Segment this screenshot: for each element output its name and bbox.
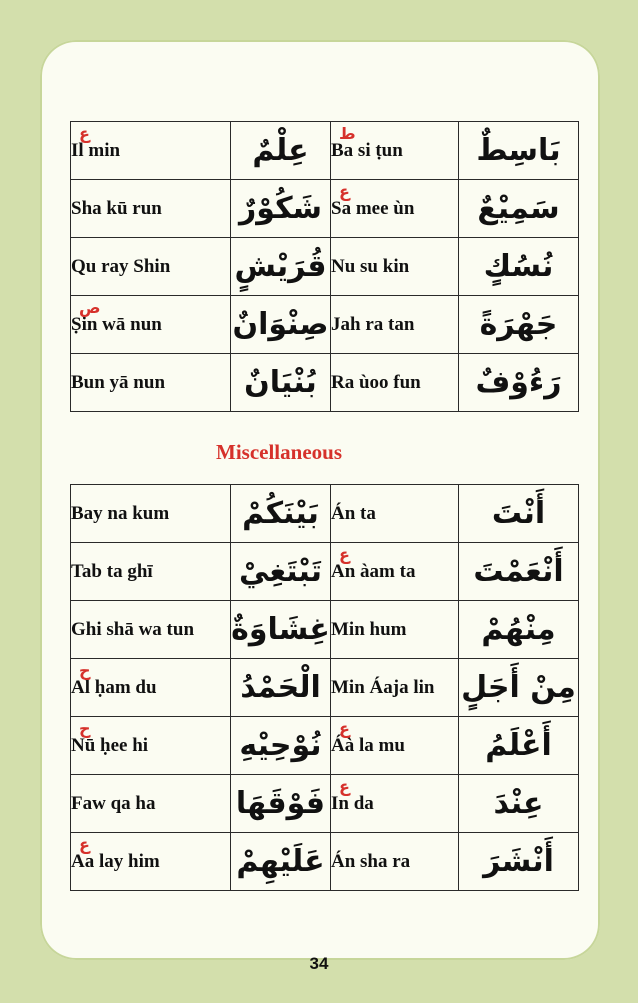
transliteration	[71, 180, 231, 238]
arabic-word	[231, 354, 331, 412]
arabic-word	[459, 543, 579, 601]
arabic-word-text: شَكُوْرٌ	[238, 191, 323, 226]
table-row	[71, 354, 579, 412]
letter-marker: ص	[79, 298, 101, 317]
transliteration	[71, 238, 231, 296]
transliteration-text: Áà la mu	[331, 734, 405, 756]
arabic-word	[231, 659, 331, 717]
arabic-word-text: بَيْنَكُمْ	[242, 496, 319, 531]
arabic-word-text: الْحَمْدُ	[240, 670, 321, 705]
arabic-word	[231, 485, 331, 543]
arabic-word	[459, 238, 579, 296]
table-row	[71, 122, 579, 180]
arabic-word	[459, 180, 579, 238]
arabic-word	[231, 833, 331, 891]
transliteration	[331, 296, 459, 354]
arabic-word	[231, 122, 331, 180]
transliteration-text: Nu su kin	[331, 255, 410, 277]
table-row	[71, 238, 579, 296]
arabic-word	[231, 238, 331, 296]
transliteration-text: Qu ray Shin	[71, 255, 171, 277]
transliteration	[71, 543, 231, 601]
arabic-word	[459, 601, 579, 659]
arabic-word-text: نُوْحِيْهِ	[239, 728, 322, 763]
arabic-word-text: مِنْ أَجَلٍ	[461, 670, 576, 705]
transliteration	[331, 543, 459, 601]
arabic-word	[459, 354, 579, 412]
miscellaneous-table	[70, 484, 579, 891]
transliteration-text: Nū ḥee hi	[71, 734, 149, 756]
letter-marker: ع	[79, 835, 90, 854]
letter-marker: ح	[79, 719, 91, 738]
transliteration-text: Min hum	[331, 618, 407, 640]
arabic-word-text: قُرَيْشٍ	[234, 249, 327, 284]
page-number: 34	[309, 954, 329, 973]
transliteration-text: Aa lay him	[71, 850, 160, 872]
table-row	[71, 717, 579, 775]
arabic-word	[459, 659, 579, 717]
transliteration-text: Il min	[71, 139, 121, 161]
arabic-word	[231, 296, 331, 354]
transliteration	[331, 659, 459, 717]
table-row	[71, 601, 579, 659]
transliteration	[331, 238, 459, 296]
arabic-word-text: أَعْلَمُ	[485, 728, 552, 763]
transliteration	[71, 717, 231, 775]
arabic-word-text: بَاسِطٌ	[476, 133, 561, 168]
transliteration-text: Tab ta ghī	[71, 560, 153, 582]
arabic-word	[459, 717, 579, 775]
transliteration	[71, 485, 231, 543]
arabic-word	[231, 775, 331, 833]
transliteration	[331, 180, 459, 238]
transliteration-text: Ghi shā wa tun	[71, 618, 195, 640]
arabic-word	[231, 180, 331, 238]
arabic-word-text: أَنْعَمْتَ	[473, 554, 564, 589]
transliteration-text: Bay na kum	[71, 502, 170, 524]
transliteration-text: Al ḥam du	[71, 676, 157, 698]
arabic-word-text: أَنْتَ	[491, 496, 546, 531]
letter-marker: ح	[79, 661, 91, 680]
table-row	[71, 659, 579, 717]
letter-marker: ع	[339, 777, 350, 796]
letter-marker: ع	[339, 545, 350, 564]
transliteration	[71, 659, 231, 717]
transliteration-text: Ba si ṭun	[331, 139, 403, 161]
arabic-word	[459, 296, 579, 354]
arabic-word-text: نُسُكٍ	[483, 249, 554, 284]
arabic-word-text: رَءُوْفٌ	[475, 365, 562, 400]
transliteration-text: Sha kū run	[71, 197, 162, 219]
transliteration-text: Min Áaja lin	[331, 676, 435, 698]
arabic-word-text: فَوْقَهَا	[235, 786, 326, 821]
arabic-word-text: تَبْتَغِيْ	[238, 554, 323, 589]
transliteration	[331, 775, 459, 833]
transliteration-text: An àam ta	[331, 560, 416, 582]
transliteration	[331, 122, 459, 180]
transliteration	[331, 601, 459, 659]
letter-marker: ط	[339, 124, 356, 143]
transliteration	[71, 296, 231, 354]
arabic-word	[459, 833, 579, 891]
transliteration	[71, 833, 231, 891]
arabic-word-text: عَلَيْهِمْ	[236, 844, 325, 879]
table-row	[71, 485, 579, 543]
transliteration	[331, 717, 459, 775]
letter-marker: ع	[339, 719, 350, 738]
transliteration	[331, 485, 459, 543]
table-row	[71, 775, 579, 833]
transliteration	[331, 833, 459, 891]
arabic-word-text: عِنْدَ	[493, 786, 544, 821]
transliteration	[71, 122, 231, 180]
arabic-word-text: صِنْوَانٌ	[232, 307, 329, 342]
transliteration	[71, 775, 231, 833]
table-row	[71, 180, 579, 238]
transliteration-text: Jah ra tan	[331, 313, 415, 335]
transliteration	[331, 354, 459, 412]
transliteration-text: Ra ùoo fun	[331, 371, 421, 393]
transliteration-text: Ṣin wā nun	[71, 313, 162, 335]
arabic-word	[459, 485, 579, 543]
arabic-word-text: غِشَاوَةٌ	[231, 612, 330, 647]
arabic-word-text: عِلْمٌ	[252, 133, 309, 168]
arabic-word	[231, 601, 331, 659]
arabic-word	[459, 122, 579, 180]
transliteration	[71, 354, 231, 412]
transliteration-text: Án sha ra	[331, 850, 411, 872]
transliteration-text: Sa mee ùn	[331, 197, 415, 219]
transliteration-text: Faw qa ha	[71, 792, 156, 814]
arabic-word	[231, 717, 331, 775]
arabic-word-text: بُنْيَانٌ	[244, 365, 317, 400]
letters-table	[70, 121, 579, 412]
arabic-word	[459, 775, 579, 833]
letter-marker: ع	[339, 182, 350, 201]
arabic-word-text: سَمِيْعٌ	[477, 191, 560, 226]
letter-marker: ع	[79, 124, 90, 143]
table-row	[71, 543, 579, 601]
table-row	[71, 833, 579, 891]
transliteration-text: Án ta	[331, 502, 376, 524]
arabic-word	[231, 543, 331, 601]
arabic-word-text: أَنْشَرَ	[483, 844, 554, 879]
table-row	[71, 296, 579, 354]
section-title: Miscellaneous	[216, 440, 342, 464]
arabic-word-text: مِنْهُمْ	[481, 612, 556, 647]
transliteration	[71, 601, 231, 659]
transliteration-text: Bun yā nun	[71, 371, 166, 393]
transliteration-text: In da	[331, 792, 374, 814]
arabic-word-text: جَهْرَةً	[479, 307, 558, 342]
